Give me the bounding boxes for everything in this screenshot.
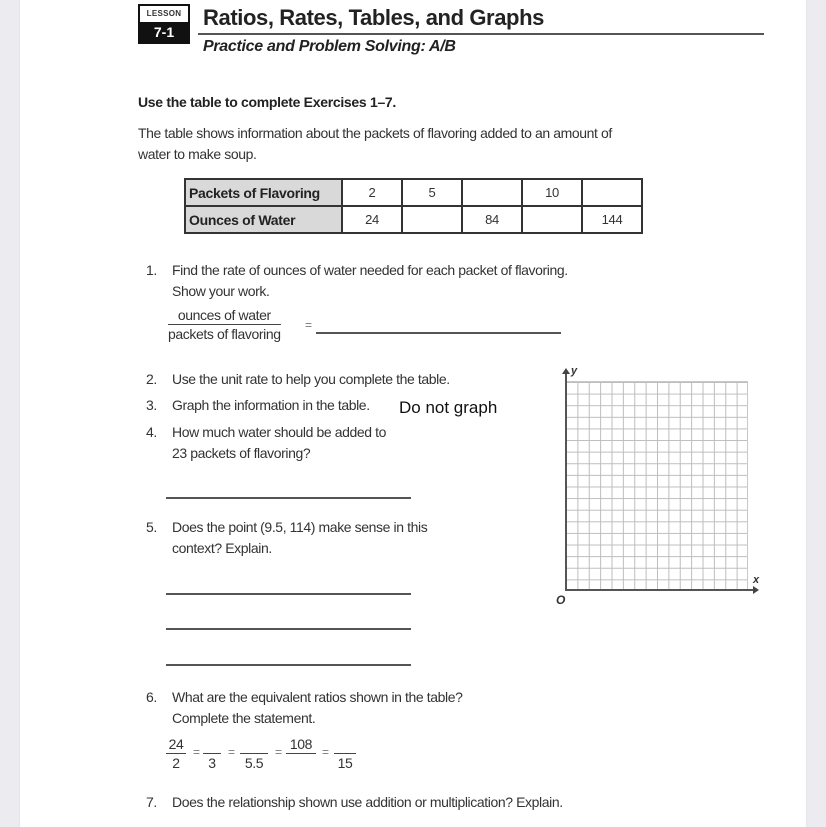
ratio-fraction[interactable]: $\frac{24}{2}$ <box>166 735 186 772</box>
table-cell[interactable]: 24 <box>342 206 402 233</box>
ratio-fraction[interactable]: 3 <box>203 735 221 772</box>
table-cell[interactable]: 2 <box>342 179 402 206</box>
handwritten-note: Do not graph <box>399 398 498 417</box>
lesson-number: 7-1 <box>140 22 188 42</box>
equals-sign: = <box>228 745 236 759</box>
x-axis-label: x <box>753 574 760 586</box>
equals-sign: = <box>193 745 201 759</box>
ratio-fraction[interactable]: 108 <box>286 735 316 772</box>
y-axis-arrow-icon <box>562 368 570 374</box>
page-subtitle: Practice and Problem Solving: A/B <box>203 38 456 55</box>
title-divider <box>198 33 764 35</box>
table-cell[interactable]: 84 <box>462 206 522 233</box>
table-row <box>185 179 642 206</box>
instructions: Use the table to complete Exercises 1–7. <box>138 94 397 110</box>
question-3: 3. Graph the information in the table. <box>146 397 370 413</box>
answer-line-q1[interactable] <box>316 332 561 334</box>
ratio-fraction[interactable]: 5.5 <box>240 735 268 772</box>
origin-label: O <box>556 593 566 607</box>
question-1: 1. Find the rate of ounces of water needed for each packet of flavoring. Show your work. <box>146 262 568 299</box>
table-cell[interactable]: 144 <box>582 206 642 233</box>
data-table <box>184 178 643 234</box>
coordinate-grid[interactable] <box>566 381 748 590</box>
question-7: 7. Does the relationship shown use addition or multiplication? Explain. <box>146 794 563 810</box>
answer-line-q4[interactable] <box>166 497 411 499</box>
question-5: 5. Does the point (9.5, 114) make sense in this context? Explain. <box>146 519 428 556</box>
equals-sign: = <box>305 318 313 332</box>
y-axis-label: y <box>571 365 578 377</box>
table-cell[interactable]: 5 <box>402 179 462 206</box>
rate-fraction: ounces of water packets of flavoring <box>168 307 281 342</box>
table-cell[interactable] <box>462 179 522 206</box>
intro-text: The table shows information about the packets of flavoring added to an amount of water to make soup. <box>138 125 612 162</box>
y-axis <box>565 372 567 591</box>
equals-sign: = <box>322 745 330 759</box>
table-row <box>185 206 642 233</box>
table-cell[interactable]: 10 <box>522 179 582 206</box>
lesson-label: LESSON <box>140 6 188 22</box>
answer-line-q5-1[interactable] <box>166 593 411 595</box>
lesson-badge <box>138 4 190 44</box>
table-cell[interactable] <box>582 179 642 206</box>
question-6: 6. What are the equivalent ratios shown in the table? Complete the statement. <box>146 689 463 726</box>
ratio-fraction[interactable]: 15 <box>334 735 356 772</box>
table-cell[interactable] <box>402 206 462 233</box>
x-axis <box>565 589 754 591</box>
row-header-packets: Packets of Flavoring <box>185 179 342 206</box>
equals-sign: = <box>275 745 283 759</box>
page-title: Ratios, Rates, Tables, and Graphs <box>203 5 544 30</box>
answer-line-q5-3[interactable] <box>166 664 411 666</box>
answer-line-q5-2[interactable] <box>166 628 411 630</box>
row-header-water: Ounces of Water <box>185 206 342 233</box>
question-2: 2. Use the unit rate to help you complete the table. <box>146 371 450 387</box>
table-cell[interactable] <box>522 206 582 233</box>
x-axis-arrow-icon <box>753 586 759 594</box>
question-4: 4. How much water should be added to 23 packets of flavoring? <box>146 424 387 461</box>
